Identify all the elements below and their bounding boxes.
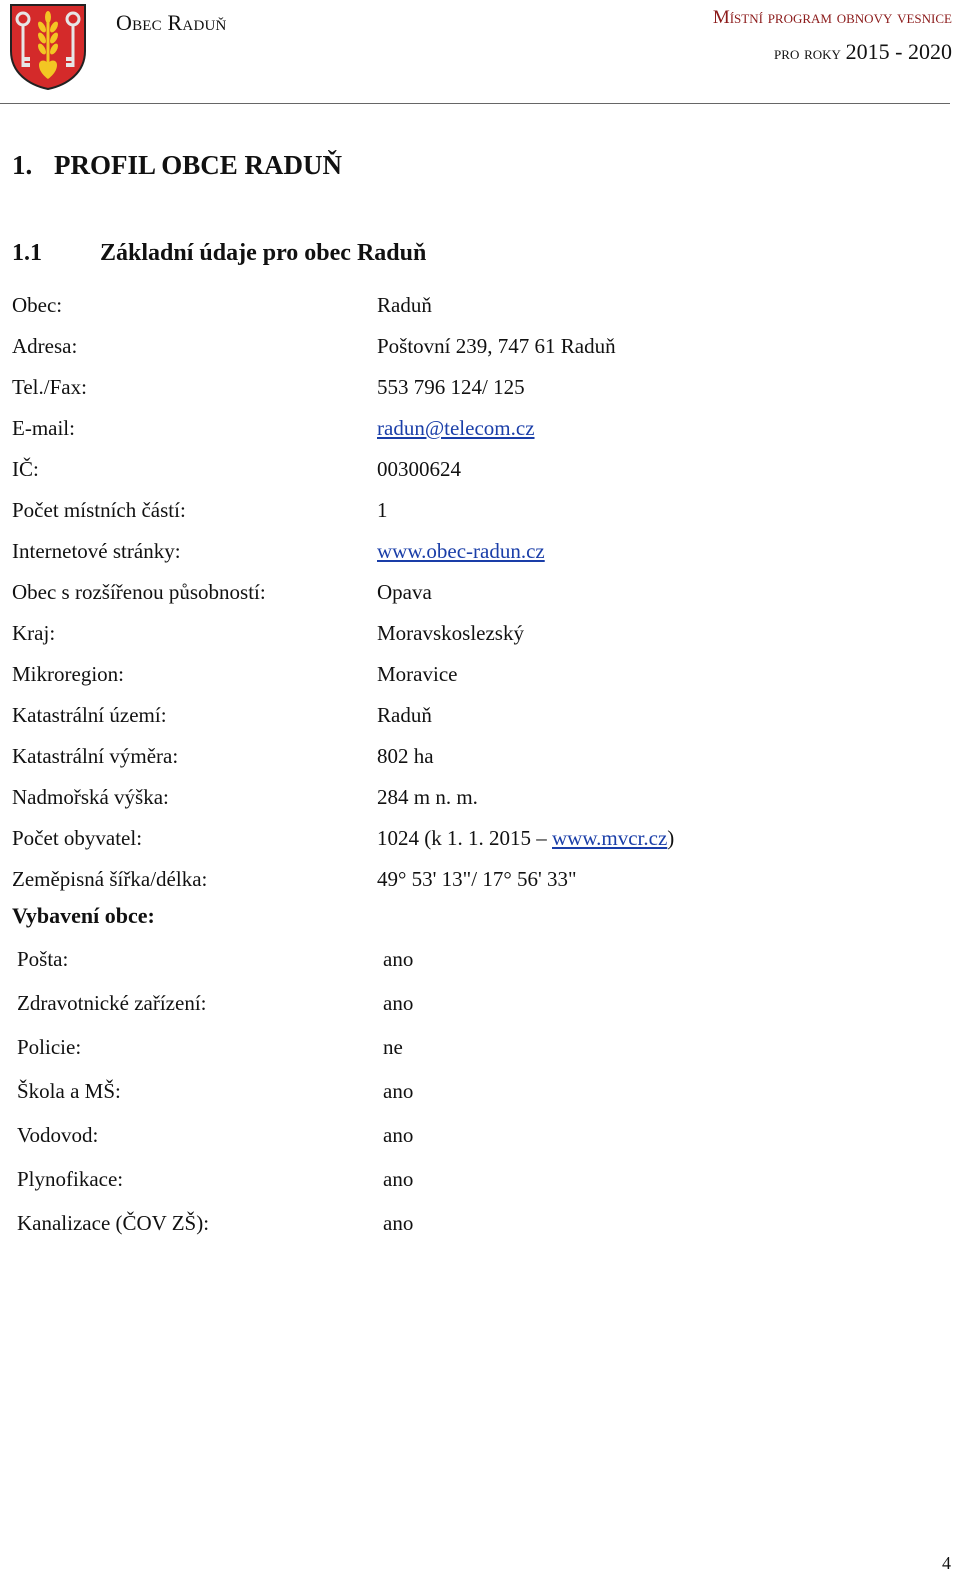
mvcr-link[interactable]: www.mvcr.cz <box>552 826 668 850</box>
section-number: 1. <box>12 150 33 180</box>
program-header <box>713 6 952 67</box>
equipment-value: ne <box>383 1035 403 1059</box>
info-label: Obec: <box>12 293 63 317</box>
equipment-label: Pošta: <box>17 947 69 971</box>
info-label: Internetové stránky: <box>12 539 181 563</box>
info-row-tel-fax <box>12 368 932 409</box>
info-row-gps <box>12 860 932 901</box>
equipment-list <box>17 938 917 1246</box>
subsection-title: Základní údaje pro obec Raduň <box>100 240 427 266</box>
basic-info-list <box>12 286 932 901</box>
info-row-web <box>12 532 932 573</box>
equipment-label: Plynofikace: <box>17 1167 124 1191</box>
info-row-katastr-vymera <box>12 737 932 778</box>
population-suffix: ) <box>667 826 675 850</box>
info-value: 284 m n. m. <box>377 785 478 809</box>
equipment-heading: Vybavení obce: <box>12 903 155 928</box>
equipment-row-skola <box>17 1070 917 1114</box>
equipment-row-kanalizace <box>17 1202 917 1246</box>
info-value: Moravskoslezský <box>377 621 524 645</box>
equipment-value: ano <box>383 947 414 971</box>
population-text: 1024 (k 1. 1. 2015 – <box>377 826 552 850</box>
info-value: 49° 53' 13"/ 17° 56' 33" <box>377 867 577 891</box>
info-row-adresa <box>12 327 932 368</box>
email-link[interactable]: radun@telecom.cz <box>377 416 535 440</box>
info-value <box>377 819 674 857</box>
info-row-ic <box>12 450 932 491</box>
program-title: Místní program obnovy vesnice <box>712 7 952 28</box>
info-row-kraj <box>12 614 932 655</box>
info-value: Raduň <box>377 293 432 317</box>
info-label: Adresa: <box>12 334 78 358</box>
equipment-value: ano <box>383 1123 414 1147</box>
page-header <box>0 0 960 106</box>
info-label: Zeměpisná šířka/délka: <box>12 867 208 891</box>
info-label: Kraj: <box>12 621 56 645</box>
info-row-mistni-casti <box>12 491 932 532</box>
info-row-nadmorska-vyska <box>12 778 932 819</box>
info-value <box>377 532 545 570</box>
info-label: Mikroregion: <box>12 662 124 686</box>
website-link[interactable]: www.obec-radun.cz <box>377 539 545 563</box>
info-label: Obec s rozšířenou působností: <box>12 580 266 604</box>
info-value: 802 ha <box>377 744 434 768</box>
info-label: E-mail: <box>12 416 75 440</box>
section-title: PROFIL OBCE RADUŇ <box>54 150 343 180</box>
equipment-row-zdravotnictvi <box>17 982 917 1026</box>
equipment-label: Vodovod: <box>17 1123 99 1147</box>
equipment-value: ano <box>383 1079 414 1103</box>
info-row-mikroregion <box>12 655 932 696</box>
info-value: 553 796 124/ 125 <box>377 375 525 399</box>
equipment-label: Policie: <box>17 1035 82 1059</box>
subsection-number: 1.1 <box>12 240 42 266</box>
info-label: Tel./Fax: <box>12 375 87 399</box>
info-label: Počet místních částí: <box>12 498 186 522</box>
years-prefix: pro roky <box>774 43 841 64</box>
coat-of-arms-icon <box>9 3 87 91</box>
info-row-katastr-uzemi <box>12 696 932 737</box>
equipment-label: Zdravotnické zařízení: <box>17 991 207 1015</box>
info-value: Poštovní 239, 747 61 Raduň <box>377 334 616 358</box>
municipality-title: Obec Raduň <box>116 10 227 35</box>
equipment-row-posta <box>17 938 917 982</box>
section-heading <box>12 150 342 181</box>
info-value: Moravice <box>377 662 458 686</box>
info-value <box>377 409 535 447</box>
info-label: IČ: <box>12 457 39 481</box>
info-row-email <box>12 409 932 450</box>
subsection-heading <box>12 240 426 267</box>
info-row-orp <box>12 573 932 614</box>
info-label: Katastrální území: <box>12 703 167 727</box>
header-divider <box>0 103 950 104</box>
info-label: Katastrální výměra: <box>12 744 179 768</box>
equipment-row-plynofikace <box>17 1158 917 1202</box>
info-label: Nadmořská výška: <box>12 785 169 809</box>
equipment-row-policie <box>17 1026 917 1070</box>
program-years <box>713 39 952 67</box>
equipment-value: ano <box>383 1167 414 1191</box>
info-value: 00300624 <box>377 457 461 481</box>
info-row-pocet-obyvatel <box>12 819 932 860</box>
equipment-value: ano <box>383 1211 414 1235</box>
info-label: Počet obyvatel: <box>12 826 143 850</box>
info-value: Raduň <box>377 703 432 727</box>
info-row-obec <box>12 286 932 327</box>
equipment-value: ano <box>383 991 414 1015</box>
info-value: Opava <box>377 580 432 604</box>
years-range: 2015 - 2020 <box>845 39 952 64</box>
info-value: 1 <box>377 498 388 522</box>
equipment-label: Kanalizace (ČOV ZŠ): <box>17 1211 210 1235</box>
equipment-row-vodovod <box>17 1114 917 1158</box>
page-number: 4 <box>942 1553 951 1573</box>
equipment-label: Škola a MŠ: <box>17 1079 121 1103</box>
